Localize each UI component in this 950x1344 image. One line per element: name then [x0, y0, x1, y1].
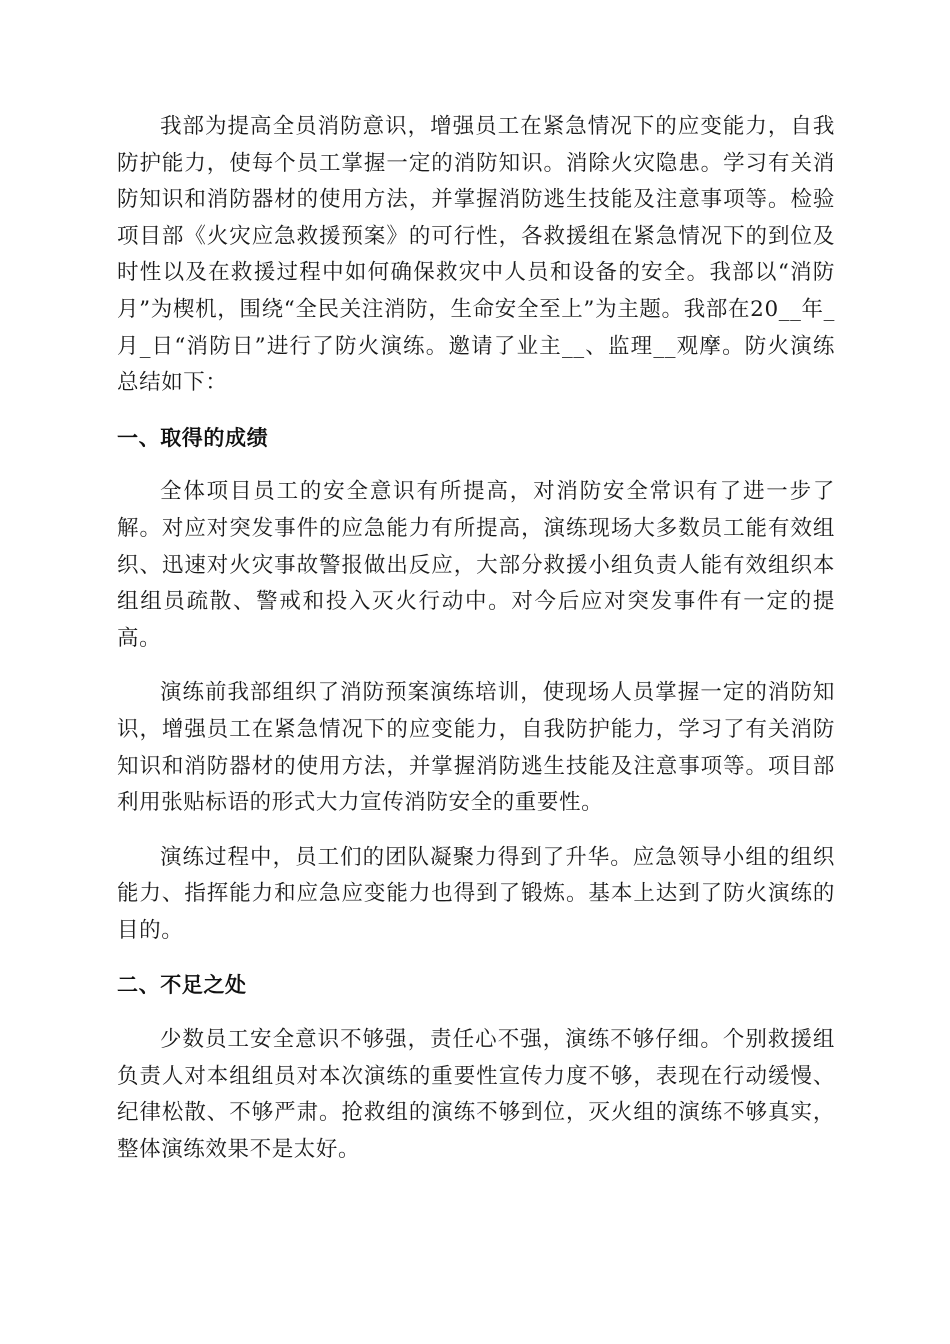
achievements-paragraph-2: 演练前我部组织了消防预案演练培训，使现场人员掌握一定的消防知识，增强员工在紧急情况下的应变能力，自我防护能力，学习了有关消防知识和消防器材的使用方法，并掌握消防逃生技能及注意事项等。项目部利用张贴标语的形式大力宣传消防安全的重要性。: [117, 680, 835, 816]
section-heading-achievements: 一、取得的成绩: [117, 425, 269, 450]
achievements-paragraph-3: 演练过程中，员工们的团队凝聚力得到了升华。应急领导小组的组织能力、指挥能力和应急应变能力也得到了锻炼。基本上达到了防火演练的目的。: [117, 844, 835, 943]
document-body: [117, 109, 835, 1168]
section-heading-shortcomings: 二、不足之处: [117, 973, 247, 998]
shortcomings-paragraph-1: 少数员工安全意识不够强，责任心不强，演练不够仔细。个别救援组负责人对本组组员对本次演练的重要性宣传力度不够，表现在行动缓慢、纪律松散、不够严肃。抢救组的演练不够到位，灭火组的演练不够真实，整体演练效果不是太好。: [117, 1027, 835, 1162]
intro-paragraph: 我部为提高全员消防意识，增强员工在紧急情况下的应变能力，自我防护能力，使每个员工掌握一定的消防知识。消除火灾隐患。学习有关消防知识和消防器材的使用方法，并掌握消防逃生技能及注意事项等。检验项目部《火灾应急救援预案》的可行性，各救援组在紧急情况下的到位及时性以及在救援过程中如何确保救灾中人员和设备的安全。我部以“消防月”为楔机，围绕“全民关注消防，生命安全至上”为主题。我部在20__年_月_日“消防日”进行了防火演练。邀请了业主__、监理__观摩。防火演练总结如下：: [117, 114, 835, 396]
achievements-paragraph-1: 全体项目员工的安全意识有所提高，对消防安全常识有了进一步了解。对应对突发事件的应急能力有所提高，演练现场大多数员工能有效组织、迅速对火灾事故警报做出反应，大部分救援小组负责人能有效组织本组组员疏散、警戒和投入灭火行动中。对今后应对突发事件有一定的提高。: [117, 479, 835, 651]
